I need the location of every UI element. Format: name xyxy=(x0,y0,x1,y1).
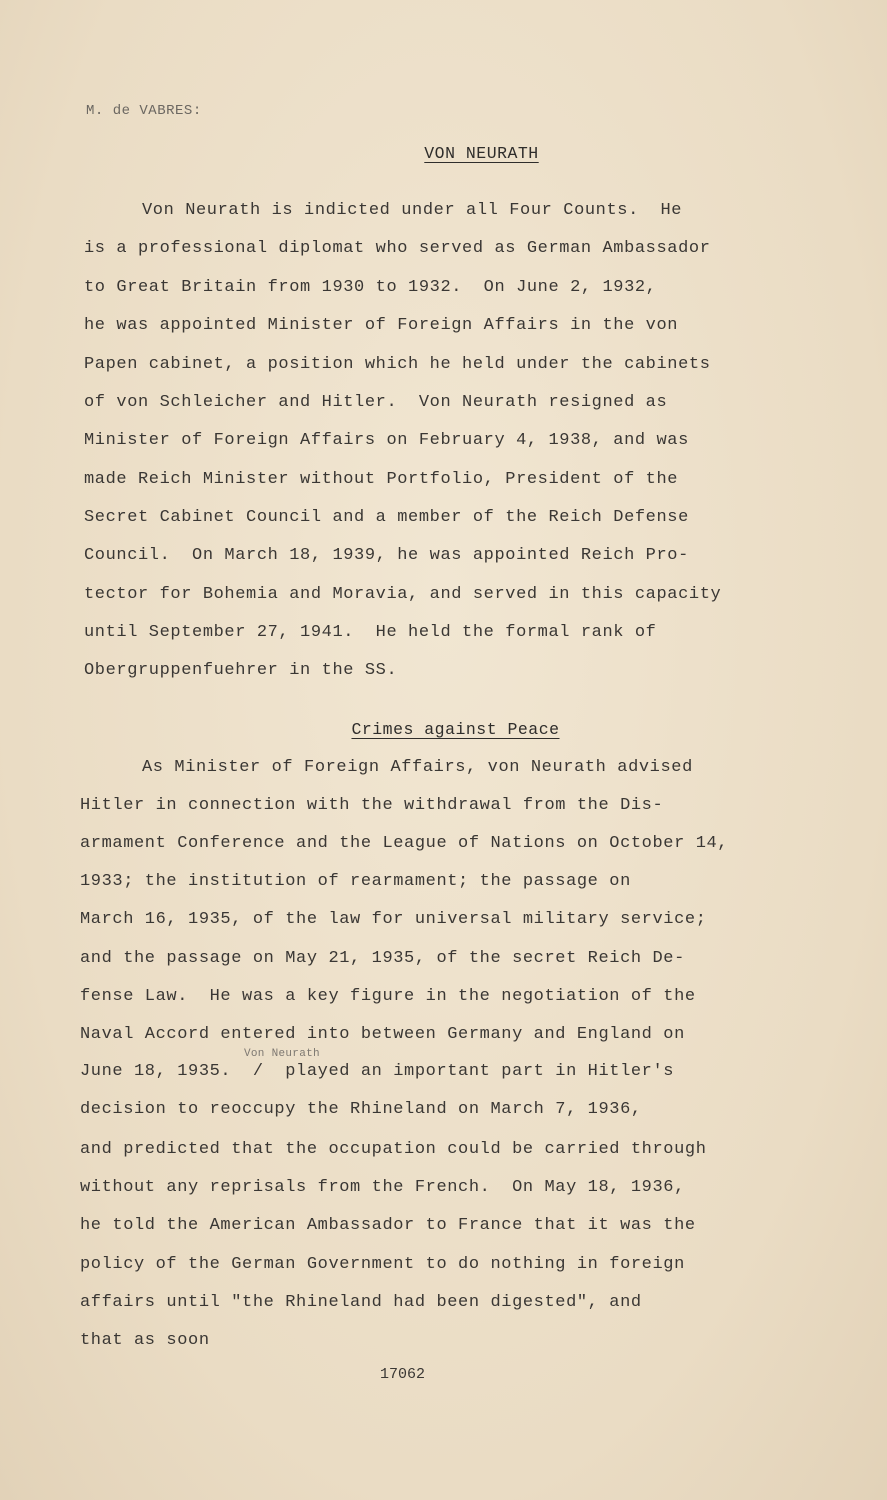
para2-line: policy of the German Government to do nothing in foreign xyxy=(80,1255,685,1274)
para1-line: he was appointed Minister of Foreign Affairs in the von xyxy=(84,316,679,335)
interlinear-handwritten-note: Von Neurath xyxy=(244,1048,320,1060)
para1-line: Obergruppenfuehrer in the SS. xyxy=(84,661,398,680)
para2-line: affairs until "the Rhineland had been digested", and xyxy=(80,1293,642,1312)
para2-line: March 16, 1935, of the law for universal military service; xyxy=(80,910,707,929)
para2-line: Naval Accord entered into between Germany and England on xyxy=(80,1025,685,1044)
para2-line: and the passage on May 21, 1935, of the secret Reich De- xyxy=(80,949,685,968)
para2-line: As Minister of Foreign Affairs, von Neurath advised xyxy=(142,758,693,777)
section-heading-von-neurath: VON NEURATH xyxy=(424,144,539,163)
para1-line: Council. On March 18, 1939, he was appointed Reich Pro- xyxy=(84,546,689,565)
section-heading-crimes-against-peace: Crimes against Peace xyxy=(351,720,560,739)
page-number: 17062 xyxy=(380,1366,426,1383)
para2-line: he told the American Ambassador to France that it was the xyxy=(80,1216,696,1235)
para1-line: until September 27, 1941. He held the formal rank of xyxy=(84,623,657,642)
para1-line: is a professional diplomat who served as German Ambassador xyxy=(84,239,711,258)
para1-line: Von Neurath is indicted under all Four Counts. He xyxy=(142,201,683,220)
para2-line: that as soon xyxy=(80,1331,210,1350)
para2-line: armament Conference and the League of Nations on October 14, xyxy=(80,834,729,853)
para2-line: June 18, 1935. / played an important part in Hitler's xyxy=(80,1062,675,1081)
para1-line: Secret Cabinet Council and a member of the Reich Defense xyxy=(84,508,689,527)
para1-line: of von Schleicher and Hitler. Von Neurath resigned as xyxy=(84,393,668,412)
para2-line: fense Law. He was a key figure in the negotiation of the xyxy=(80,987,696,1006)
para1-line: Papen cabinet, a position which he held under the cabinets xyxy=(84,355,711,374)
para1-line: to Great Britain from 1930 to 1932. On June 2, 1932, xyxy=(84,278,657,297)
para2-line: and predicted that the occupation could be carried through xyxy=(80,1140,707,1159)
para2-line: without any reprisals from the French. On May 18, 1936, xyxy=(80,1178,685,1197)
para2-line: Hitler in connection with the withdrawal from the Dis- xyxy=(80,796,664,815)
para1-line: tector for Bohemia and Moravia, and served in this capacity xyxy=(84,585,722,604)
para1-line: Minister of Foreign Affairs on February 4, 1938, and was xyxy=(84,431,689,450)
speaker-label: M. de VABRES: xyxy=(86,103,202,119)
para2-line: 1933; the institution of rearmament; the passage on xyxy=(80,872,631,891)
para1-line: made Reich Minister without Portfolio, President of the xyxy=(84,470,679,489)
para2-line: decision to reoccupy the Rhineland on March 7, 1936, xyxy=(80,1100,642,1119)
